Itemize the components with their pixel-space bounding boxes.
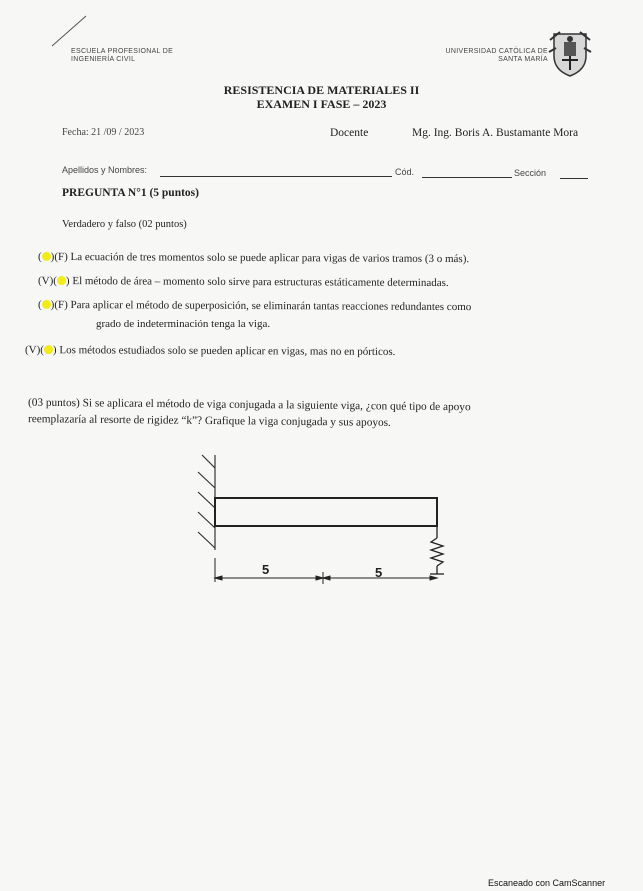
tf-item-3-text: Para aplicar el método de superposición, se eliminarán tantas reacciones redundantes como bbox=[70, 299, 472, 314]
teacher-label: Docente bbox=[330, 127, 369, 139]
tf-item-4 bbox=[25, 344, 395, 358]
names-label: Apellidos y Nombres: bbox=[62, 165, 148, 175]
fixed-support bbox=[198, 455, 215, 550]
code-field[interactable] bbox=[422, 177, 512, 178]
tf-item-2-text: El método de área – momento solo sirve para estructuras estáticamente determinadas. bbox=[72, 275, 449, 290]
question-heading: PREGUNTA N°1 (5 puntos) bbox=[62, 187, 199, 199]
names-field[interactable] bbox=[160, 176, 392, 177]
highlight-mark[interactable] bbox=[57, 276, 66, 285]
university-name bbox=[418, 48, 548, 64]
dimension-label-1: 5 bbox=[262, 562, 270, 577]
tf-item-2-prefix-b: ) bbox=[65, 275, 70, 288]
beam bbox=[215, 498, 437, 526]
highlight-mark[interactable] bbox=[44, 345, 53, 354]
tf-item-4-text: Los métodos estudiados solo se pueden aplicar en vigas, mas no en pórticos. bbox=[59, 344, 396, 358]
tf-item-4-prefix-b: ) bbox=[52, 344, 57, 357]
tf-item-1 bbox=[38, 251, 469, 265]
part2-line-1: (03 puntos) Si se aplicara el método de viga conjugada a la siguiente viga, ¿con qué tipo de apoyo bbox=[27, 396, 471, 414]
tf-item-1-prefix-a: ( bbox=[37, 250, 42, 263]
teacher-name: Mg. Ing. Boris A. Bustamante Mora bbox=[412, 127, 579, 139]
question-subheading: Verdadero y falso (02 puntos) bbox=[62, 219, 187, 230]
section-label: Sección bbox=[514, 168, 547, 178]
section-field[interactable] bbox=[560, 178, 588, 179]
university-crest-icon bbox=[548, 30, 592, 78]
spring-support bbox=[430, 526, 444, 574]
university-line-1: UNIVERSIDAD CATÓLICA DE bbox=[445, 48, 548, 55]
beam-diagram bbox=[190, 450, 460, 590]
tf-item-2-prefix-a: (V)( bbox=[37, 274, 57, 288]
exam-title: RESISTENCIA DE MATERIALES II bbox=[223, 83, 420, 97]
pen-stroke bbox=[50, 12, 90, 48]
school-line-2: INGENIERÍA CIVIL bbox=[71, 56, 136, 63]
tf-item-3-prefix-a: ( bbox=[37, 298, 42, 311]
highlight-mark[interactable] bbox=[42, 300, 51, 309]
tf-item-3 bbox=[38, 299, 471, 313]
university-line-2: SANTA MARÍA bbox=[498, 56, 548, 63]
part2-line-2: reemplazaría al resorte de rigidez “k”? Grafique la viga conjugada y sus apoyos. bbox=[27, 413, 391, 429]
school-name bbox=[71, 48, 173, 64]
tf-item-2 bbox=[38, 275, 449, 289]
scanner-watermark: Escaneado con CamScanner bbox=[488, 878, 606, 888]
code-label: Cód. bbox=[395, 167, 415, 177]
tf-item-1-text: La ecuación de tres momentos solo se puede aplicar para vigas de varios tramos (3 o más). bbox=[70, 251, 470, 266]
school-line-1: ESCUELA PROFESIONAL DE bbox=[71, 48, 174, 55]
dimension-label-2: 5 bbox=[375, 565, 383, 580]
tf-item-3-prefix-b: )(F) bbox=[50, 298, 68, 312]
dimension-line bbox=[215, 558, 437, 584]
tf-item-3-text-cont: grado de indeterminación tenga la viga. bbox=[96, 318, 271, 330]
exam-subtitle: EXAMEN I FASE – 2023 bbox=[256, 97, 387, 111]
tf-item-4-prefix-a: (V)( bbox=[24, 344, 44, 357]
exam-date: Fecha: 21 /09 / 2023 bbox=[62, 127, 145, 138]
tf-item-1-prefix-b: )(F) bbox=[50, 250, 68, 264]
highlight-mark[interactable] bbox=[42, 252, 51, 261]
